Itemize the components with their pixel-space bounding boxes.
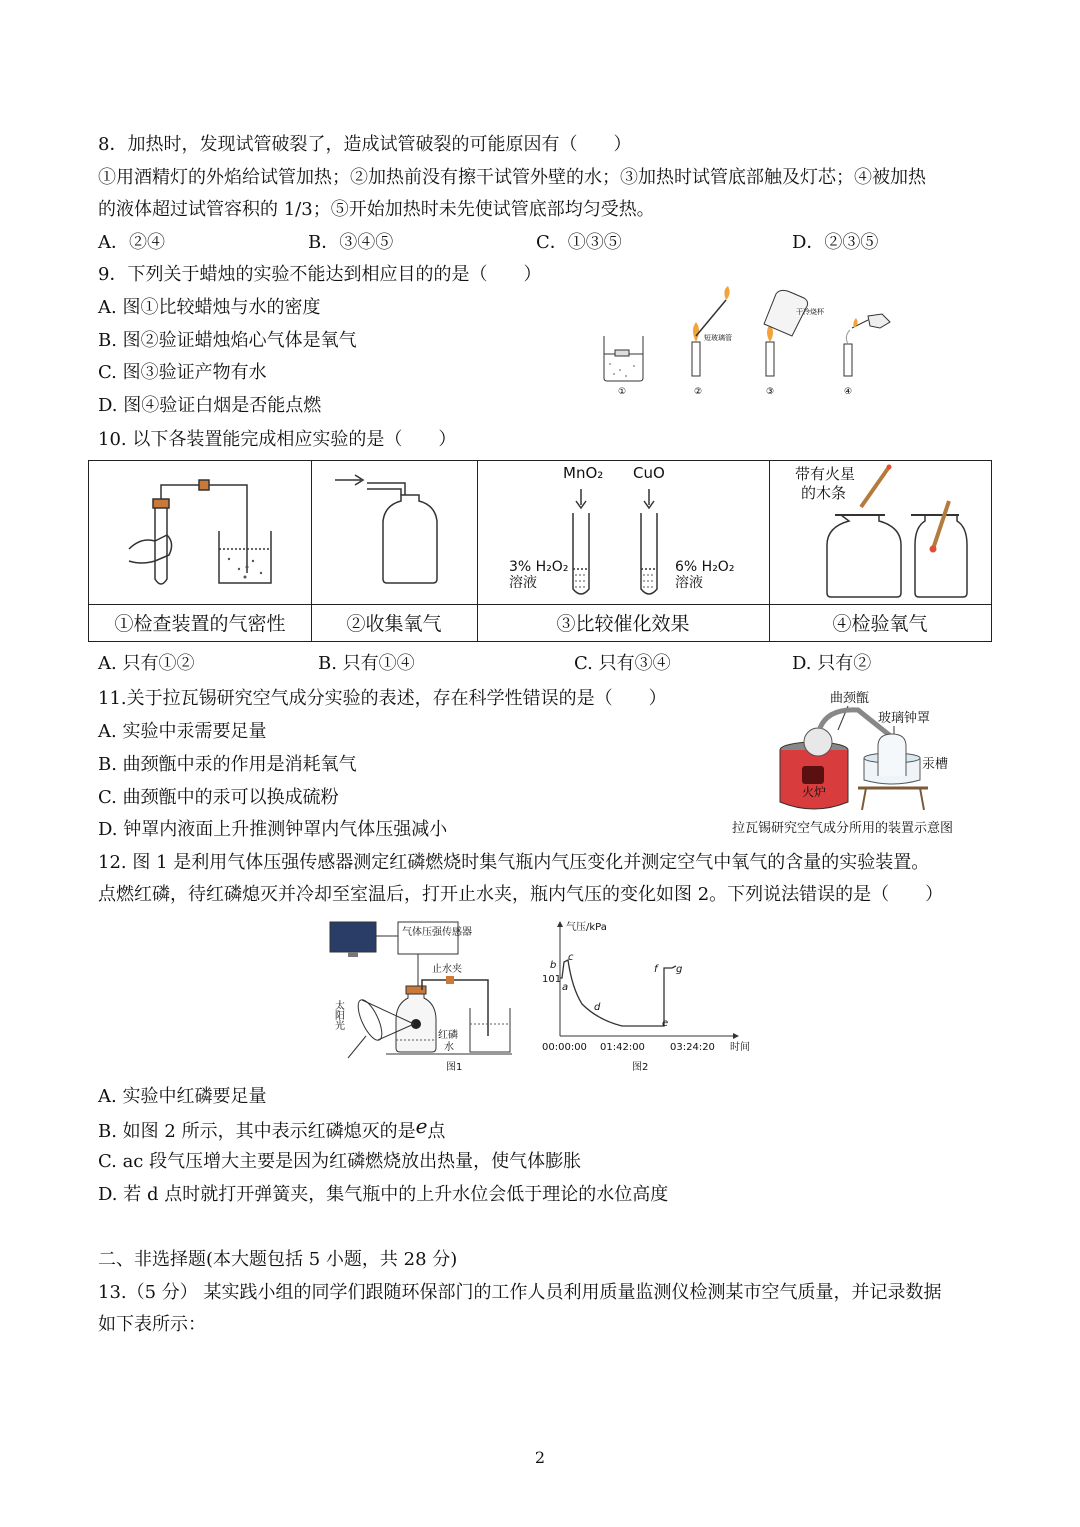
q11-option-a: A. 实验中汞需要足量 (98, 721, 267, 742)
q9-option-b: B. 图②验证蜡烛焰心气体是氧气 (98, 330, 357, 351)
fig1-caption: 图1 (446, 1062, 463, 1073)
catalyst-comparison (573, 489, 657, 594)
fig3-candle-beaker (764, 290, 825, 376)
fig4-candle-smoke (844, 314, 890, 376)
bell-jar-label: 玻璃钟罩 (878, 711, 931, 726)
left-solution-word: 溶液 (509, 575, 537, 591)
q10-apparatus-table (88, 460, 992, 642)
q10-option-b: B. 只有①④ (318, 653, 415, 674)
pressure-curve (560, 960, 676, 1026)
q8-option-c: C．①③⑤ (536, 232, 622, 253)
sensor-label: 气体压强传感器 (402, 927, 472, 938)
airtight-check-apparatus (129, 480, 271, 584)
q10-option-c: C. 只有③④ (574, 653, 671, 674)
lavoisier-caption: 拉瓦锡研究空气成分所用的装置示意图 (732, 821, 954, 836)
q11-stem: 11.关于拉瓦锡研究空气成分实验的表述，存在科学性错误的是（ ） (98, 688, 667, 709)
q9-stem: 9．下列关于蜡烛的实验不能达到相应目的的是（ ） (98, 264, 542, 285)
q12-option-b: B. 如图 2 所示，其中表示红磷熄灭的是 (98, 1121, 416, 1142)
oxygen-test-apparatus (827, 465, 967, 598)
q11-option-c: C. 曲颈甑中的汞可以换成硫粉 (98, 787, 339, 808)
point-b: b (550, 960, 557, 971)
point-a: a (562, 982, 569, 993)
splint-label-line1: 带有火星 (795, 465, 856, 483)
x-tick-1: 01:42:00 (600, 1042, 645, 1053)
point-d: d (594, 1002, 601, 1013)
q10-option-a: A. 只有①② (98, 653, 195, 674)
clamp-label: 止水夹 (432, 964, 462, 975)
q10-option-d: D. 只有② (792, 653, 872, 674)
q8-stem: 8．加热时，发现试管破裂了，造成试管破裂的可能原因有（ ） (98, 134, 632, 155)
q12-line2: 点燃红磷，待红磷熄灭并冷却至室温后，打开止水夹，瓶内气压的变化如图 2。下列说法错误的是（ ） (98, 884, 944, 905)
q10-stem: 10. 以下各装置能完成相应实验的是（ ） (98, 429, 457, 450)
q13-line1: 13.（5 分） 某实践小组的同学们跟随环保部门的工作人员利用质量监测仪检测某市空气质量，并记录数据 (98, 1282, 942, 1303)
furnace-label: 火炉 (802, 785, 827, 799)
q12-fig1-apparatus (326, 916, 518, 1074)
point-e: e (662, 1018, 669, 1029)
q10-caption-row (89, 604, 991, 643)
cold-beaker-label: 干冷烧杯 (796, 308, 824, 316)
q11-option-d: D. 钟罩内液面上升推测钟罩内气体压强减小 (98, 819, 448, 840)
x-axis-label: 时间 (730, 1042, 750, 1053)
retort-label: 曲颈甑 (830, 691, 870, 706)
q8-line1: ①用酒精灯的外焰给试管加热；②加热前没有擦干试管外壁的水；③加热时试管底部触及灯芯；④被加热 (98, 167, 926, 188)
q12-option-d: D. 若 d 点时就打开弹簧夹，集气瓶中的上升水位会低于理论的水位高度 (98, 1184, 669, 1205)
fig1-beaker (604, 336, 643, 381)
y-axis-label: 气压/kPa (566, 922, 607, 933)
fig2-candle-tube (692, 286, 732, 376)
point-f: f (654, 964, 658, 975)
q12-option-b-line (98, 1114, 446, 1144)
water-label: 水 (444, 1042, 454, 1053)
mercury-trough-label: 汞槽 (922, 757, 949, 772)
left-solution-label: 3% H₂O₂ (509, 559, 569, 575)
fig9-label-2: ② (694, 387, 703, 397)
section2-heading: 二、非选择题(本大题包括 5 小题，共 28 分) (98, 1249, 458, 1270)
caption-catalyst: ③比较催化效果 (556, 613, 690, 635)
q8-option-a: A．②④ (98, 232, 165, 253)
gas-collecting-bottle (335, 475, 437, 583)
fig9-label-4: ④ (844, 387, 853, 397)
point-g: g (676, 964, 683, 975)
lavoisier-apparatus-figure (728, 684, 990, 840)
q9-option-a: A. 图①比较蜡烛与水的密度 (98, 297, 321, 318)
q8-option-d: D．②③⑤ (792, 232, 879, 253)
page-number: 2 (534, 1448, 546, 1467)
q10-apparatus-drawings (89, 461, 990, 604)
mno2-label: MnO₂ (563, 464, 604, 482)
point-c: c (568, 952, 574, 963)
fig9-label-1: ① (618, 387, 627, 397)
phosphorus-label: 红磷 (438, 1030, 458, 1041)
q9-option-c: C. 图③验证产物有水 (98, 362, 267, 383)
q11-option-b: B. 曲颈甑中汞的作用是消耗氧气 (98, 754, 357, 775)
x-tick-0: 00:00:00 (542, 1042, 587, 1053)
sunlight-label: 太阳光 (332, 1000, 344, 1030)
q12-option-b-suffix: 点 (427, 1121, 446, 1142)
q13-line2: 如下表所示： (98, 1314, 206, 1335)
q12-option-a: A. 实验中红磷要足量 (98, 1086, 267, 1107)
q12-line1: 12. 图 1 是利用气体压强传感器测定红磷燃烧时集气瓶内气压变化并测定空气中氧气的含量的实验装置。 (98, 852, 930, 873)
caption-collect: ②收集氧气 (346, 613, 442, 635)
cuo-label: CuO (633, 464, 665, 482)
caption-airtight: ①检查装置的气密性 (114, 613, 286, 635)
q12-option-c: C. ac 段气压增大主要是因为红磷燃烧放出热量，使气体膨胀 (98, 1151, 582, 1172)
short-tube-label: 短玻璃管 (704, 334, 732, 342)
q8-option-b: B．③④⑤ (308, 232, 394, 253)
trough-bell-jar (858, 734, 928, 810)
candle-experiments-figure (590, 284, 910, 400)
right-solution-label: 6% H₂O₂ (675, 559, 735, 575)
q12-option-b-point: e (415, 1114, 428, 1138)
q8-line2: 的液体超过试管容积的 1/3；⑤开始加热时未先使试管底部均匀受热。 (98, 199, 655, 220)
q12-fig2-pressure-chart (538, 916, 758, 1076)
splint-label-line2: 的木条 (801, 484, 847, 502)
fig2-caption: 图2 (632, 1062, 649, 1073)
q9-option-d: D. 图④验证白烟是否能点燃 (98, 395, 322, 416)
fig9-label-3: ③ (766, 387, 775, 397)
right-solution-word: 溶液 (675, 575, 703, 591)
caption-oxygen-test: ④检验氧气 (832, 613, 928, 635)
x-tick-2: 03:24:20 (670, 1042, 715, 1053)
y-tick-101: 101 (542, 974, 562, 985)
